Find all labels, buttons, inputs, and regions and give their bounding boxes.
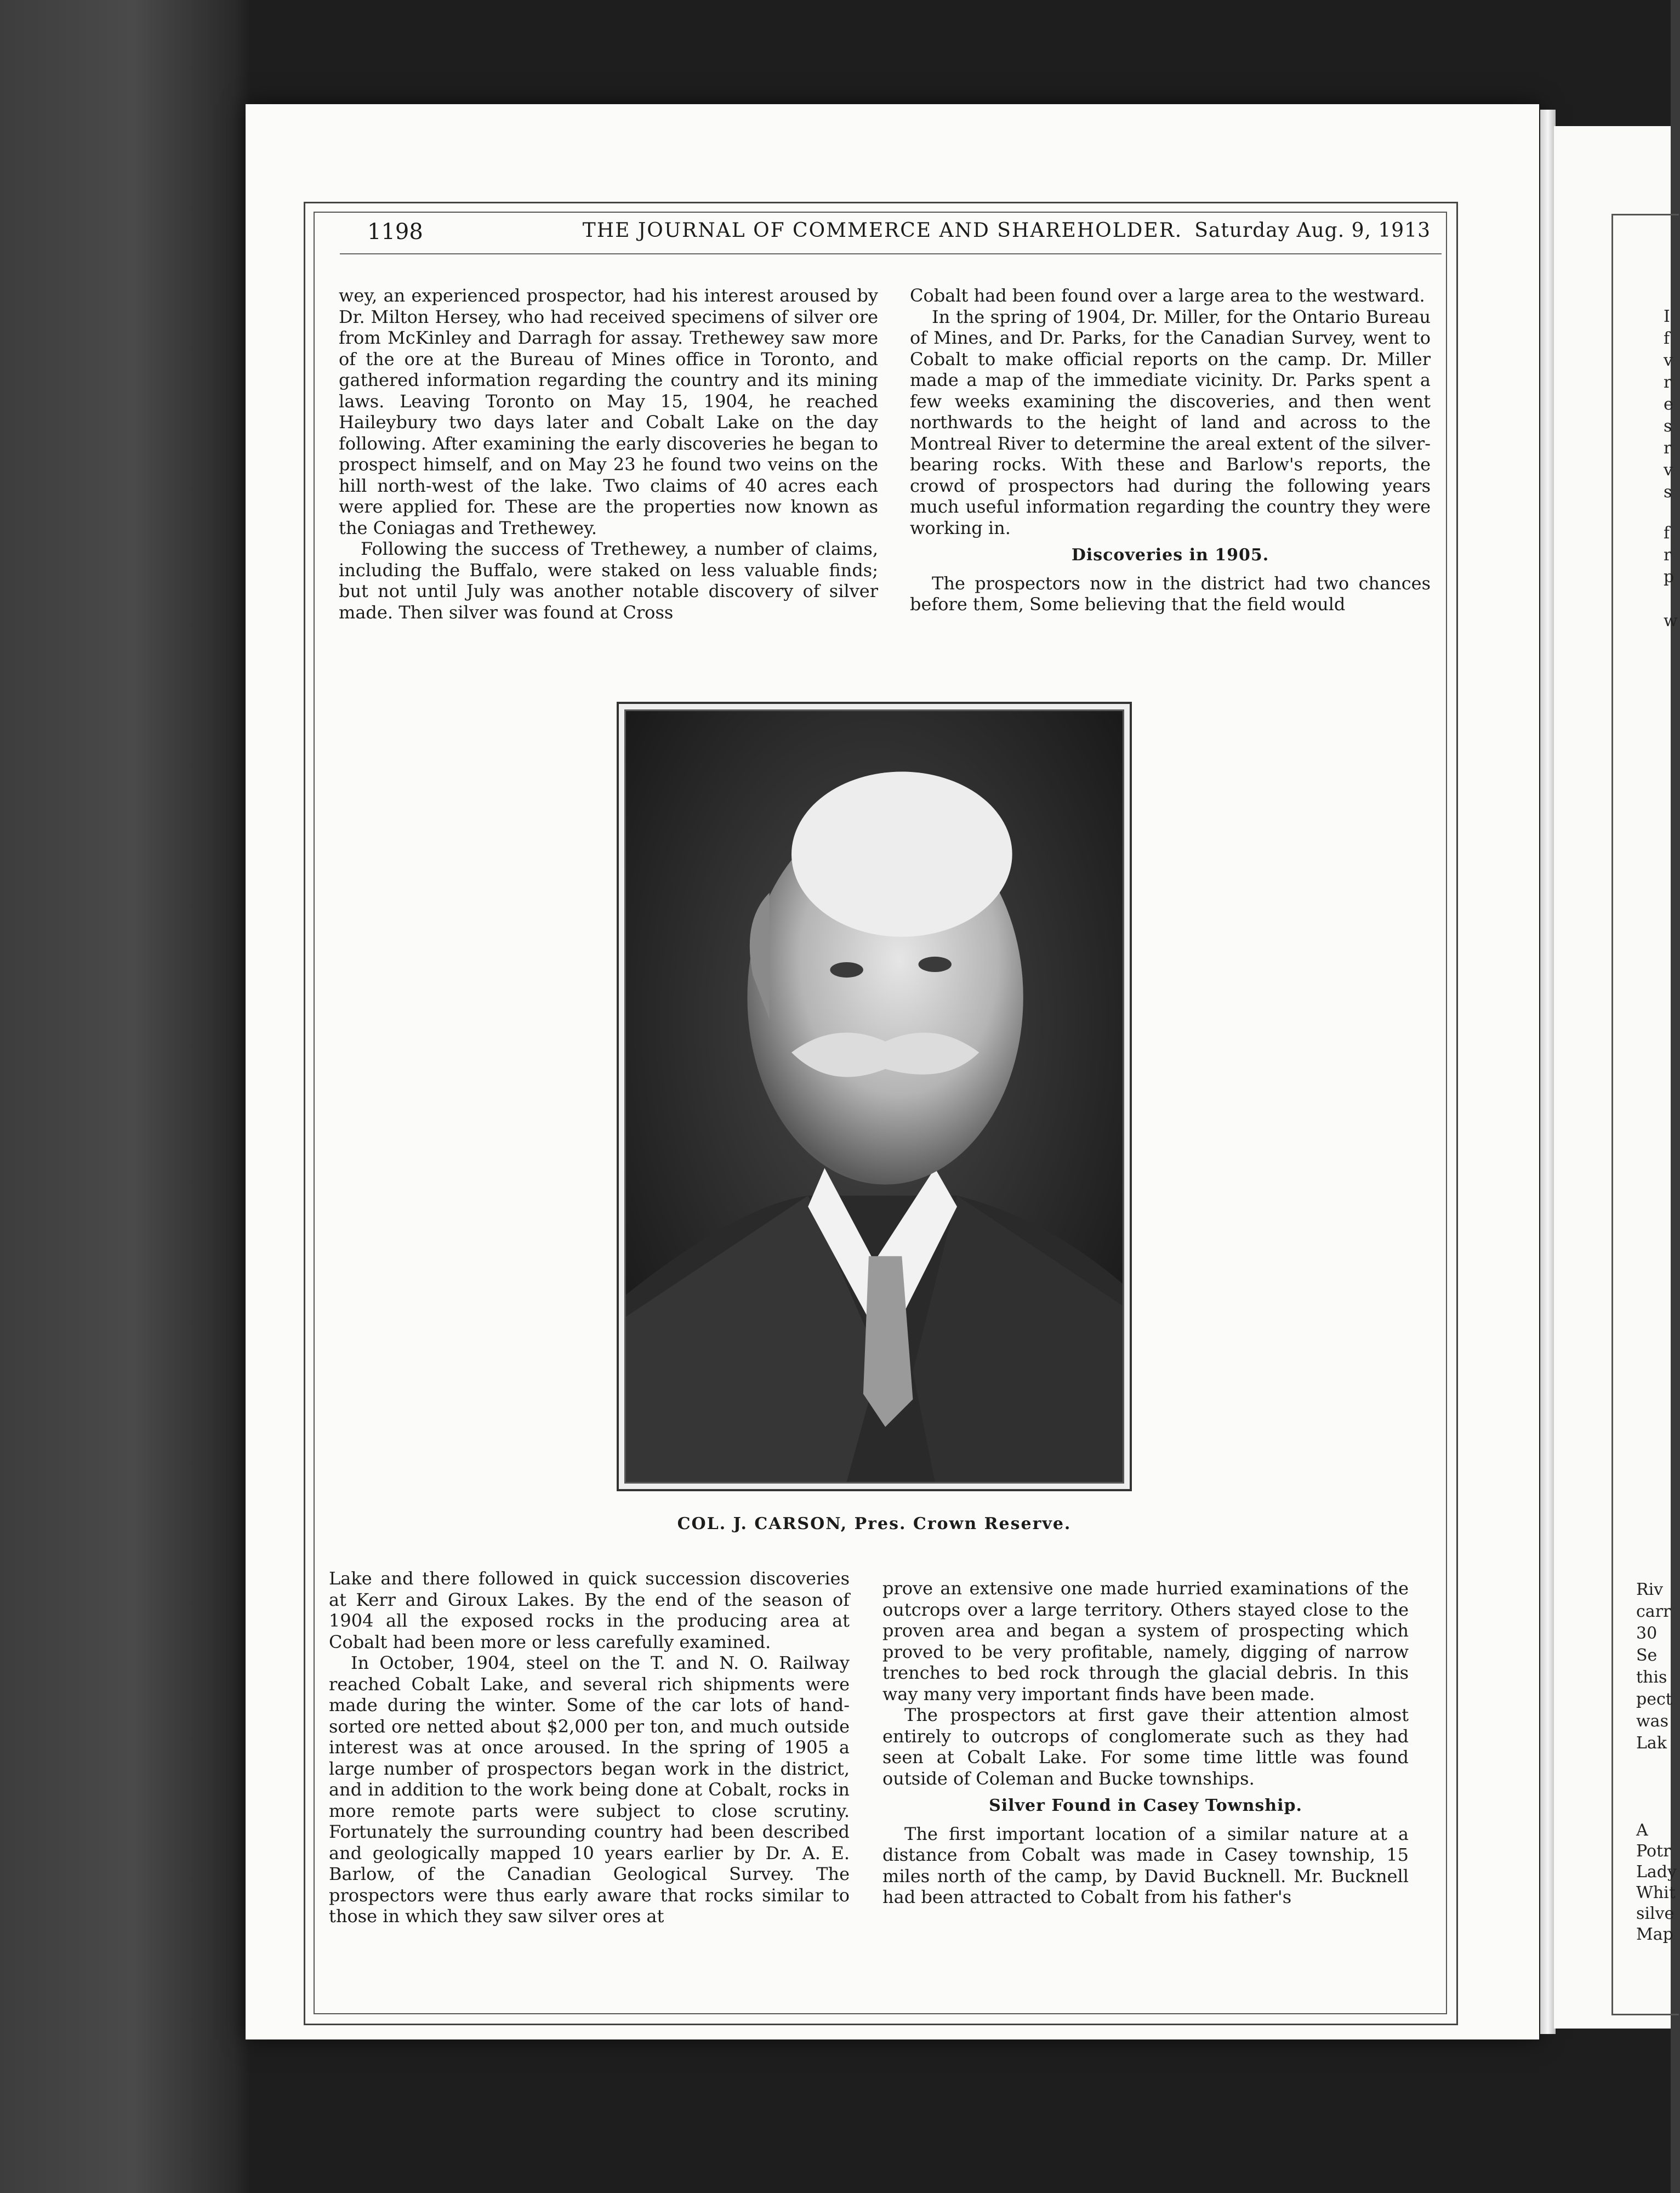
facing-line: was (1636, 1712, 1668, 1731)
facing-line: pect (1636, 1690, 1672, 1709)
facing-line: carr (1636, 1602, 1671, 1621)
paragraph: Lake and there followed in quick succession discoveries at Kerr and Giroux Lakes. By the end of the season of 1904 all the exposed rocks in the producing area at Cobalt had been more or less carefully examined. (329, 1568, 850, 1652)
paragraph: The first important location of a similar nature at a distance from Cobalt was made in Casey township, 15 miles north of the camp, by David Bucknell. Mr. Bucknell had been attracted to Cobalt from his father's (882, 1823, 1409, 1907)
facing-letter: s (1664, 417, 1672, 436)
facing-page-text (1636, 1820, 1680, 1945)
book-gutter (1540, 110, 1556, 2034)
paragraph: The prospectors at first gave their attention almost entirely to outcrops of conglomerate such as they had seen at Cobalt Lake. For some time little was found outside of Coleman and Bucke townships. (882, 1705, 1409, 1789)
paragraph: Cobalt had been found over a large area to the westward. (910, 285, 1425, 306)
facing-letter: v (1664, 351, 1673, 370)
paragraph: Following the success of Trethewey, a number of claims, including the Buffalo, were staked on less valuable finds; but not until July was another notable discovery of silver made. Then silver was found at Cross (339, 538, 878, 623)
facing-letter: e (1664, 395, 1673, 414)
facing-line: silve (1636, 1904, 1675, 1923)
facing-letter: p (1664, 567, 1675, 587)
facing-letter: r (1664, 373, 1672, 392)
header-rule (340, 253, 1442, 254)
portrait-illustration (626, 711, 1123, 1482)
publication-title: THE JOURNAL OF COMMERCE AND SHAREHOLDER. (582, 219, 1183, 242)
portrait-photo (617, 702, 1132, 1491)
facing-page-text (1636, 1579, 1680, 1754)
facing-letter: w (1664, 611, 1678, 630)
column-top-left (339, 285, 878, 623)
facing-line: A (1636, 1821, 1648, 1840)
facing-line: Riv (1636, 1580, 1664, 1599)
facing-line: Lak (1636, 1734, 1667, 1753)
section-heading: Silver Found in Casey Township. (989, 1796, 1302, 1815)
issue-date: Saturday Aug. 9, 1913 (1194, 219, 1431, 242)
portrait-image (624, 709, 1124, 1484)
facing-letter: v (1664, 461, 1673, 480)
section-heading: Discoveries in 1905. (1071, 546, 1269, 565)
running-header (334, 219, 1431, 257)
facing-line: Map (1636, 1925, 1673, 1944)
column-bottom-right (882, 1578, 1409, 1908)
page-number: 1198 (367, 219, 423, 245)
facing-line: Potr (1636, 1842, 1671, 1861)
facing-letter: I (1664, 307, 1670, 326)
facing-letter: s (1664, 482, 1672, 502)
facing-line: Whit (1636, 1883, 1676, 1902)
photo-caption: COL. J. CARSON, Pres. Crown Reserve. (677, 1514, 1072, 1533)
facing-line: 30 (1636, 1624, 1658, 1643)
facing-letter: f (1664, 329, 1670, 348)
facing-line: Lady (1636, 1862, 1677, 1882)
paragraph: The prospectors now in the district had two chances before them, Some believing that the field would (910, 572, 1431, 615)
paragraph: prove an extensive one made hurried examinations of the outcrops over a large territory. Others stayed close to the proven area and began a system of prospecting which proved to be very profitable, namely, digging of narrow trenches to bed rock through the glacial debris. In this way many very important finds have been made. (882, 1578, 1409, 1705)
paragraph: wey, an experienced prospector, had his interest aroused by Dr. Milton Hersey, who had received specimens of silver ore from McKinley and Darragh for assay. Trethewey saw more of the ore at the Bureau of Mines office in Toronto, and gathered information regarding the country and its mining laws. Leaving Toronto on May 15, 1904, he reached Haileybury two days later and Cobalt Lake on the day following. After examining the early discoveries he began to prospect himself, and on May 23 he found two veins on the hill north-west of the lake. Two claims of 40 acres each were applied for. These are the properties now known as the Coniagas and Trethewey. (339, 285, 878, 538)
facing-line: this (1636, 1668, 1667, 1687)
facing-letter: r (1664, 439, 1672, 458)
facing-line: Se (1636, 1646, 1658, 1665)
facing-letter: r (1664, 546, 1672, 565)
column-bottom-left (329, 1568, 850, 1927)
paragraph: In the spring of 1904, Dr. Miller, for the Ontario Bureau of Mines, and Dr. Parks, for the Canadian Survey, went to Cobalt to make official reports on the camp. Dr. Miller made a map of the immediate vicinity. Dr. Parks spent a few weeks examining the discoveries, and then went northwards to the height of land and across to the Montreal River to determine the areal extent of the silver-bearing rocks. With these and Barlow's reports, the crowd of prospectors had during the following years much useful information regarding the country they were working in. (910, 306, 1431, 538)
paragraph: In October, 1904, steel on the T. and N. O. Railway reached Cobalt Lake, and several rich shipments were made during the winter. Some of the car lots of hand-sorted ore netted about $2,000 per ton, and much outside interest was at once aroused. In the spring of 1905 a large number of prospectors began work in the district, and in addition to the work being done at Cobalt, rocks in more remote parts were subject to close scrutiny. Fortunately the surrounding country had been described and geologically mapped 10 years earlier by Dr. A. E. Barlow, of the Canadian Geological Survey. The prospectors were thus early aware that rocks similar to those in which they saw silver ores at (329, 1652, 850, 1927)
column-top-right (910, 285, 1431, 615)
facing-letter: f (1664, 524, 1670, 543)
